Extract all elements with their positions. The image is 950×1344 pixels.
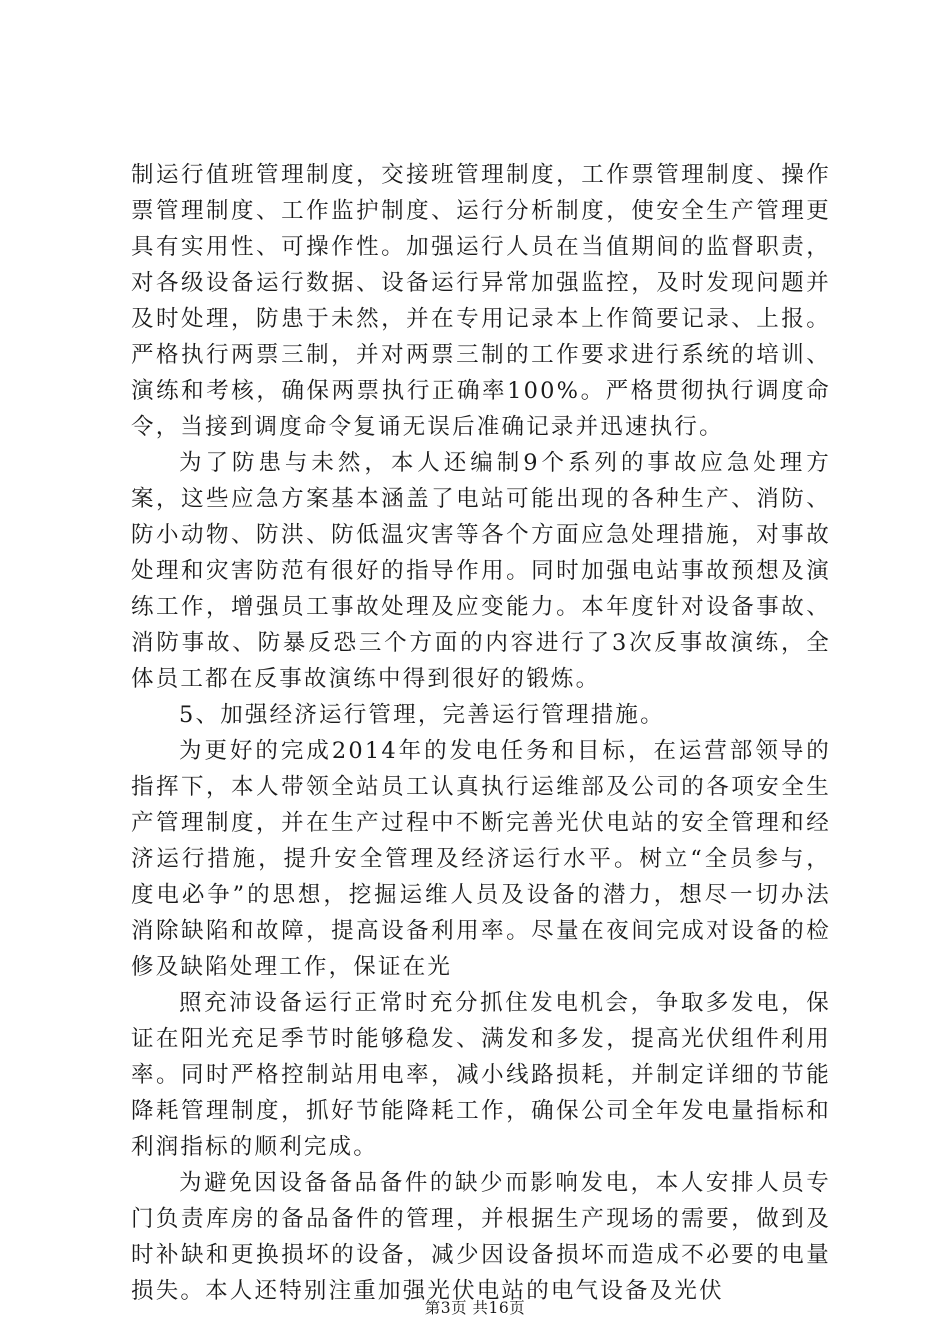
document-body — [131, 157, 831, 1309]
paragraph-5: 为避免因设备备品备件的缺少而影响发电，本人安排人员专门负责库房的备品备件的管理，并根据生产现场的需要，做到及时补缺和更换损坏的设备，减少因设备损坏而造成不必要的电量损失。本人还特别注重加强光伏电站的电气设备及光伏 — [131, 1170, 831, 1304]
paragraph-4: 照充沛设备运行正常时充分抓住发电机会，争取多发电，保证在阳光充足季节时能够稳发、满发和多发，提高光伏组件利用率。同时严格控制站用电率，减小线路损耗，并制定详细的节能降耗管理制度，抓好节能降耗工作，确保公司全年发电量指标和利润指标的顺利完成。 — [131, 990, 831, 1160]
paragraph-1: 制运行值班管理制度，交接班管理制度，工作票管理制度、操作票管理制度、工作监护制度、运行分析制度，使安全生产管理更具有实用性、可操作性。加强运行人员在当值期间的监督职责，对各级设备运行数据、设备运行异常加强监控，及时发现问题并及时处理，防患于未然，并在专用记录本上作简要记录、上报。严格执行两票三制，并对两票三制的工作要求进行系统的培训、演练和考核，确保两票执行正确率100%。严格贯彻执行调度命令，当接到调度命令复诵无误后准确记录并迅速执行。 — [131, 162, 831, 440]
section-heading-5: 5、加强经济运行管理，完善运行管理措施。 — [179, 702, 665, 728]
paragraph-3: 为更好的完成2014年的发电任务和目标，在运营部领导的指挥下，本人带领全站员工认真执行运维部及公司的各项安全生产管理制度，并在生产过程中不断完善光伏电站的安全管理和经济运行措施，提升安全管理及经济运行水平。树立“全员参与，度电必争”的思想，挖掘运维人员及设备的潜力，想尽一切办法消除缺陷和故障，提高设备利用率。尽量在夜间完成对设备的检修及缺陷处理工作，保证在光 — [131, 738, 831, 980]
paragraph-2: 为了防患与未然，本人还编制9个系列的事故应急处理方案，这些应急方案基本涵盖了电站可能出现的各种生产、消防、防小动物、防洪、防低温灾害等各个方面应急处理措施，对事故处理和灾害防范有很好的指导作用。同时加强电站事故预想及演练工作，增强员工事故处理及应变能力。本年度针对设备事故、消防事故、防暴反恐三个方面的内容进行了3次反事故演练，全体员工都在反事故演练中得到很好的锻炼。 — [131, 450, 831, 692]
page-number-footer: 第3页 共16页 — [424, 1299, 526, 1317]
